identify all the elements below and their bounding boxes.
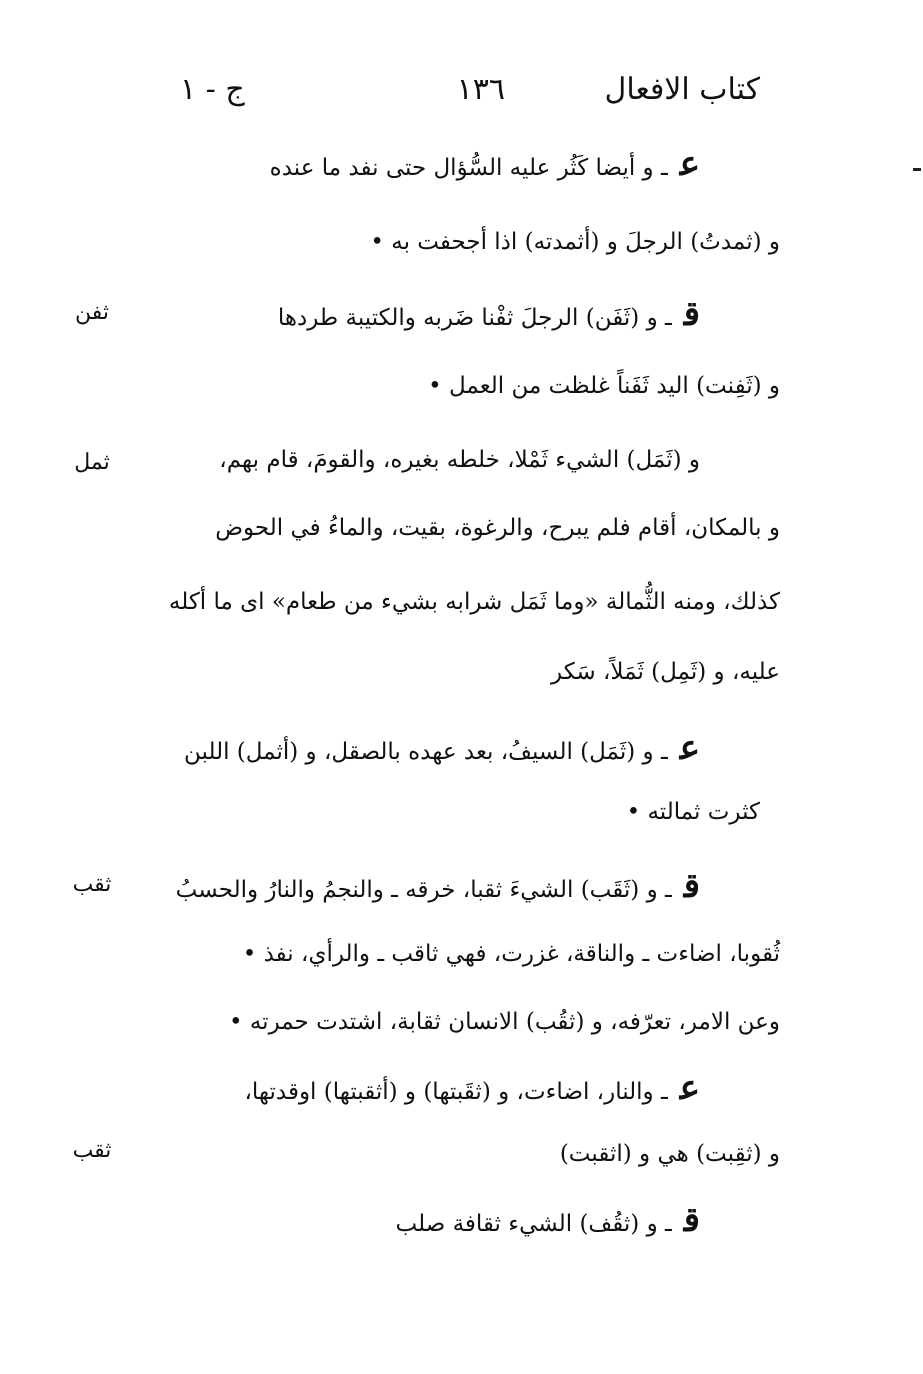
line-text: و (ثَفِنت) اليد ثَفَناً غلظت من العمل • xyxy=(428,373,780,399)
line-text: و (ثمدتُ) الرجلَ و (أثمدته) اذا أجحفت به • xyxy=(370,229,780,255)
edge-mark xyxy=(913,168,921,171)
volume-label: ج - ١ xyxy=(180,72,245,107)
line-text: ـ و (ثَفَن) الرجلَ ثفْنا ضَربه والكتيبة طردها xyxy=(277,305,672,331)
line-text: ـ و (ثَقَب) الشيءَ ثقبا، خرقه ـ والنجمُ والنارُ والحسبُ xyxy=(175,877,672,903)
line-marker: ع xyxy=(679,144,700,184)
text-line xyxy=(184,728,700,768)
line-text: ـ والنار، اضاءت، و (ثقَبتها) و (أثقبتها) اوقدتها، xyxy=(244,1079,668,1105)
margin-headword: ثفن xyxy=(75,300,109,325)
line-marker: ق xyxy=(683,1200,700,1240)
text-line xyxy=(243,940,780,968)
line-text: ـ و (ثَمَل) السيفُ، بعد عهده بالصقل، و (أثمل) اللبن xyxy=(184,739,668,765)
text-line xyxy=(560,1140,780,1168)
line-marker: ع xyxy=(679,728,700,768)
margin-headword: ثقب xyxy=(72,872,112,897)
text-line xyxy=(551,658,780,686)
line-text: عليه، و (ثَمِل) ثَمَلاً، سَكر xyxy=(551,659,780,685)
line-text: و (ثقِبت) هي و (اثقبت) xyxy=(559,1141,780,1167)
text-line xyxy=(269,144,700,184)
line-text: ـ و (ثقُف) الشيء ثقافة صلب xyxy=(395,1211,672,1237)
line-marker: ق xyxy=(683,866,700,906)
text-line xyxy=(627,798,760,826)
margin-headword: ثقب xyxy=(72,1138,112,1163)
line-text: كذلك، ومنه الثُّمالة «وما ثَمَل شرابه بشيء من طعام» اى ما أكله xyxy=(168,589,780,615)
line-text: و (ثَمَل) الشيء ثَمْلا، خلطه بغيره، والقومَ، قام بهم، xyxy=(219,447,700,473)
text-line xyxy=(215,514,780,542)
body-text xyxy=(160,0,780,1374)
line-text: و بالمكان، أقام فلم يبرح، والرغوة، بقيت، والماءُ في الحوض xyxy=(215,515,780,541)
line-text: ثُقوبا، اضاءت ـ والناقة، غزرت، فهي ثاقب ـ والرأي، نفذ • xyxy=(242,941,780,967)
line-text: كثرت ثمالته • xyxy=(626,799,760,825)
text-line xyxy=(219,446,700,474)
text-line xyxy=(428,372,780,400)
book-title: كتاب الافعال xyxy=(604,72,760,107)
line-marker: ع xyxy=(679,1068,700,1108)
page-number: ١٣٦ xyxy=(456,72,505,107)
text-line xyxy=(395,1200,700,1240)
text-line xyxy=(370,228,780,256)
line-text: ـ و أيضا كَثُر عليه السُّؤال حتى نفد ما عنده xyxy=(269,155,668,181)
line-marker: ق xyxy=(683,294,700,334)
text-line xyxy=(169,588,780,616)
text-line xyxy=(229,1008,780,1036)
text-line xyxy=(277,294,700,334)
text-line xyxy=(175,866,700,906)
line-text: وعن الامر، تعرّفه، و (ثقُب) الانسان ثقابة، اشتدت حمرته • xyxy=(228,1009,780,1035)
margin-headword: ثمل xyxy=(74,450,110,475)
text-line xyxy=(244,1068,700,1108)
